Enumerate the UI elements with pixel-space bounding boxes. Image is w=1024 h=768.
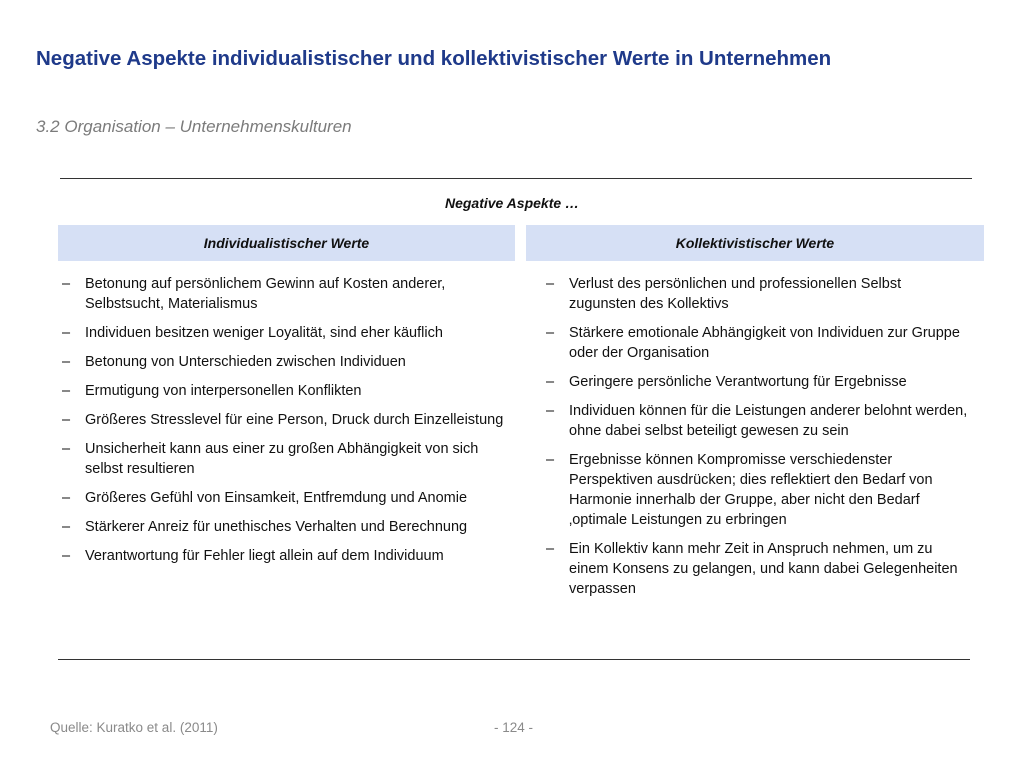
dash-bullet: – [62,383,71,399]
dash-bullet: – [62,441,71,457]
list-item-text: Verlust des persönlichen und professionellen Selbst zugunsten des Kollektivs [569,276,902,312]
dash-bullet: – [62,490,71,506]
list-item [62,546,517,566]
list-item [546,323,971,363]
dash-bullet: – [62,548,71,564]
list-item-text: Ein Kollektiv kann mehr Zeit in Anspruch nehmen, um zu einem Konsens zu gelangen, und kann dabei Gelegenheiten verpassen [569,541,958,597]
list-item-text: Ermutigung von interpersonellen Konflikten [85,383,362,399]
page-title: Negative Aspekte individualistischer und kollektivistischer Werte in Unternehmen [36,47,832,70]
list-item-text: Größeres Stresslevel für eine Person, Druck durch Einzelleistung [85,412,504,428]
list-item-text: Betonung von Unterschieden zwischen Individuen [85,354,406,370]
list-item-text: Stärkerer Anreiz für unethisches Verhalten und Berechnung [85,519,468,535]
dash-bullet: – [546,452,555,468]
dash-bullet: – [546,325,555,341]
list-item-text: Individuen können für die Leistungen anderer belohnt werden, ohne dabei selbst beteiligt gewesen zu sein [569,403,968,439]
list-item [546,372,971,392]
column-header-collectivistic: Kollektivistischer Werte [526,225,984,261]
list-item [62,381,517,401]
top-divider [60,178,972,179]
list-item-text: Verantwortung für Fehler liegt allein auf dem Individuum [85,548,444,564]
section-heading: Negative Aspekte … [444,195,580,211]
dash-bullet: – [62,276,71,292]
list-item [62,517,517,537]
list-item-text: Größeres Gefühl von Einsamkeit, Entfremdung und Anomie [85,490,468,506]
collectivistic-list [546,274,971,608]
source-citation: Quelle: Kuratko et al. (2011) [50,720,218,735]
dash-bullet: – [546,541,555,557]
list-item [62,488,517,508]
list-item [546,450,971,530]
list-item [62,352,517,372]
list-item [62,323,517,343]
list-item [546,274,971,314]
list-item-text: Stärkere emotionale Abhängigkeit von Individuen zur Gruppe oder der Organisation [569,325,960,361]
dash-bullet: – [546,403,555,419]
list-item-text: Individuen besitzen weniger Loyalität, sind eher käuflich [85,325,443,341]
page-number: - 124 - [494,720,534,735]
dash-bullet: – [62,354,71,370]
individualistic-list [62,274,517,575]
dash-bullet: – [546,374,555,390]
list-item [62,410,517,430]
list-item [546,401,971,441]
dash-bullet: – [62,519,71,535]
list-item-text: Geringere persönliche Verantwortung für Ergebnisse [569,374,907,390]
bottom-divider [58,659,970,660]
column-header-individualistic: Individualistischer Werte [58,225,515,261]
list-item-text: Betonung auf persönlichem Gewinn auf Kosten anderer, Selbstsucht, Materialismus [85,276,446,312]
list-item [546,539,971,599]
list-item [62,274,517,314]
dash-bullet: – [62,325,71,341]
list-item [62,439,517,479]
page-subtitle: 3.2 Organisation – Unternehmenskulturen [36,117,352,136]
list-item-text: Ergebnisse können Kompromisse verschiedenster Perspektiven ausdrücken; dies reflektiert den Bedarf von Harmonie innerhalb der Gruppe, aber nicht den Bedarf ‚optimale Leistungen zu erbringen [569,452,933,528]
dash-bullet: – [546,276,555,292]
dash-bullet: – [62,412,71,428]
list-item-text: Unsicherheit kann aus einer zu großen Abhängigkeit von sich selbst resultieren [85,441,479,477]
